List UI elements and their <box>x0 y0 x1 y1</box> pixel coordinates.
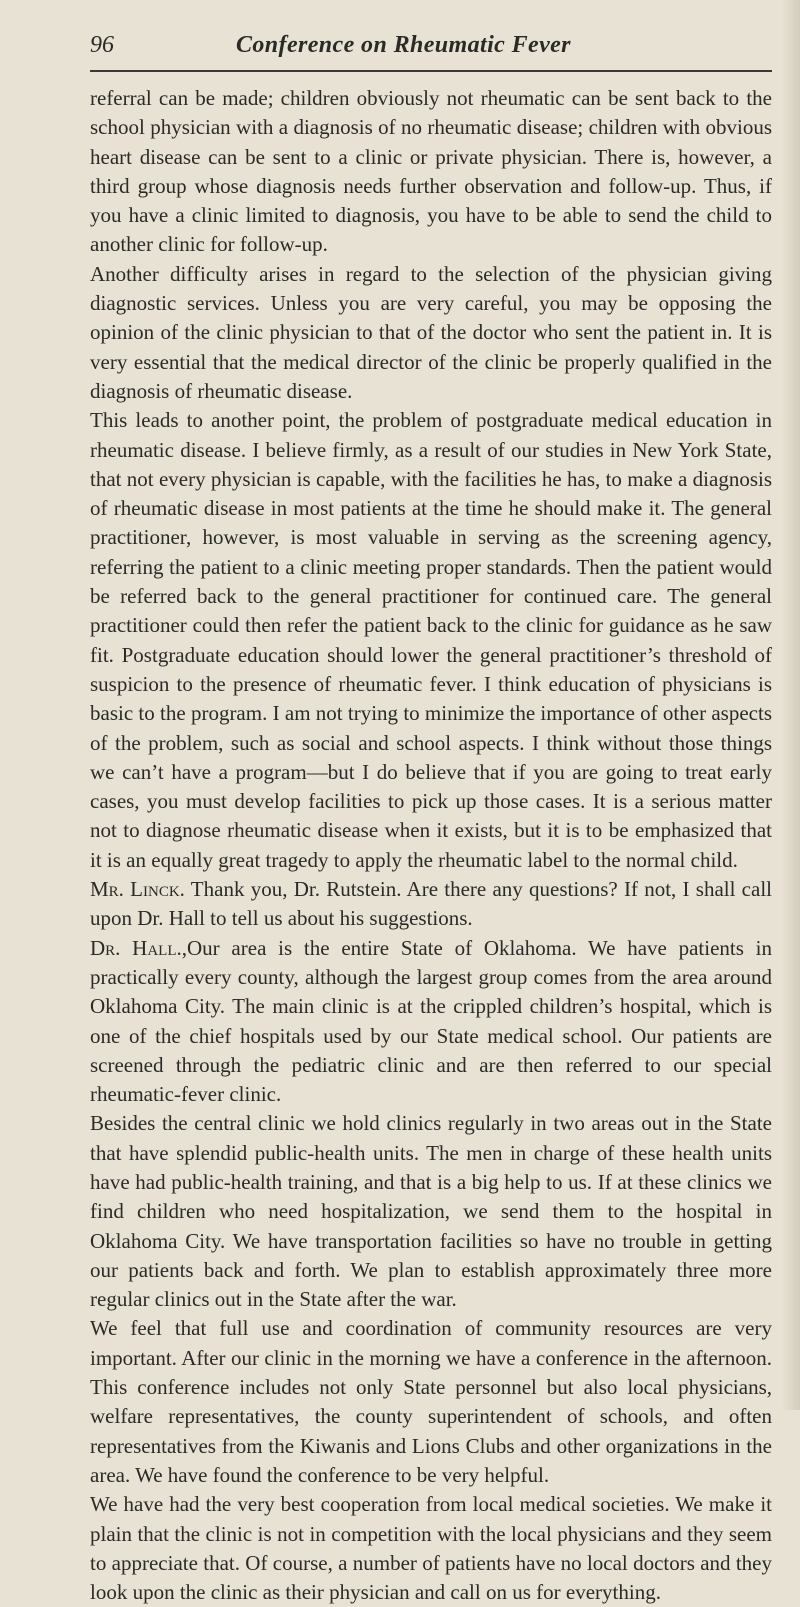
paragraph <box>90 84 772 260</box>
body-text <box>90 84 772 1607</box>
header-rule <box>90 70 772 72</box>
paragraph-text: We have had the very best cooperation from local medical societies. We make it plain that the clinic is not in competition with the local physicians and they seem to appreciate that. Of course, a number of patients have no local doctors and they look upon the clinic as their physician and call on us for everything. <box>90 1492 772 1605</box>
running-head: Conference on Rheumatic Fever <box>236 32 571 58</box>
paragraph <box>90 875 772 934</box>
paragraph <box>90 1490 772 1607</box>
paragraph-text: This leads to another point, the problem of postgraduate medical education in rheumatic disease. I believe firmly, as a result of our studies in New York State, that not every physician is capable, with the facilities he has, to make a diagnosis of rheumatic disease in most patients at the time he should make it. The general practitioner, however, is most valuable in serving as the screening agency, referring the patient to a clinic meeting proper standards. Then the patient would be referred back to the general practitioner for continued care. The general practitioner could then refer the patient back to the clinic for guidance as he saw fit. Postgraduate education should lower the general practitioner’s threshold of suspicion to the presence of rheumatic fever. I think education of physicians is basic to the program. I am not trying to minimize the importance of other aspects of the problem, such as social and school aspects. I think without those things we can’t have a program—but I do believe that if you are going to treat early cases, you must develop facilities to pick up those cases. It is a serious matter not to diagnose rheumatic disease when it exists, but it is to be emphasized that it is an equally great tragedy to apply the rheumatic label to the normal child. <box>90 408 772 872</box>
speaker-name: Mr. Linck. <box>90 877 185 902</box>
page-number: 96 <box>90 32 114 58</box>
page-edge-shadow <box>782 0 800 1410</box>
speaker-name: Dr. Hall., <box>90 935 188 960</box>
paragraph <box>90 406 772 875</box>
paragraph <box>90 260 772 406</box>
paragraph-text: We feel that full use and coordination of community resources are very important. After our clinic in the morning we have a conference in the afternoon. This conference includes not only State personnel but also local physicians, welfare representatives, the county superintendent of schools, and often representatives from the Kiwanis and Lions Clubs and other organizations in the area. We have found the conference to be very helpful. <box>90 1316 772 1487</box>
paragraph <box>90 934 772 1110</box>
paragraph-text: Our area is the entire State of Oklahoma. We have patients in practically every county, although the largest group comes from the area around Oklahoma City. The main clinic is at the crippled children’s hospital, which is one of the chief hospitals used by our State medical school. Our patients are screened through the pediatric clinic and are then referred to our special rheumatic-fever clinic. <box>90 935 773 1107</box>
paragraph-text: Thank you, Dr. Rutstein. Are there any questions? If not, I shall call upon Dr. Hall to tell us about his suggestions. <box>90 877 772 931</box>
paragraph <box>90 1109 772 1314</box>
paragraph-text: Another difficulty arises in regard to the selection of the physician giving diagnostic services. Unless you are very careful, you may be opposing the opinion of the clinic physician to that of the doctor who sent the patient in. It is very essential that the medical director of the clinic be properly qualified in the diagnosis of rheumatic disease. <box>90 261 772 403</box>
paragraph-text: Besides the central clinic we hold clinics regularly in two areas out in the State that have splendid public-health units. The men in charge of these health units have had public-health training, and that is a big help to us. If at these clinics we find children who need hospitalization, we send them to the hospital in Oklahoma City. We have transportation facilities so have no trouble in getting our patients back and forth. We plan to establish approximately three more regular clinics out in the State after the war. <box>90 1111 772 1312</box>
paragraph-text: referral can be made; children obviously not rheumatic can be sent back to the school physician with a diagnosis of no rheumatic disease; children with obvious heart disease can be sent to a clinic or private physician. There is, however, a third group whose diagnosis needs further observation and follow-up. Thus, if you have a clinic limited to diagnosis, you have to be able to send the child to another clinic for follow-up. <box>90 86 772 257</box>
paragraph <box>90 1314 772 1490</box>
